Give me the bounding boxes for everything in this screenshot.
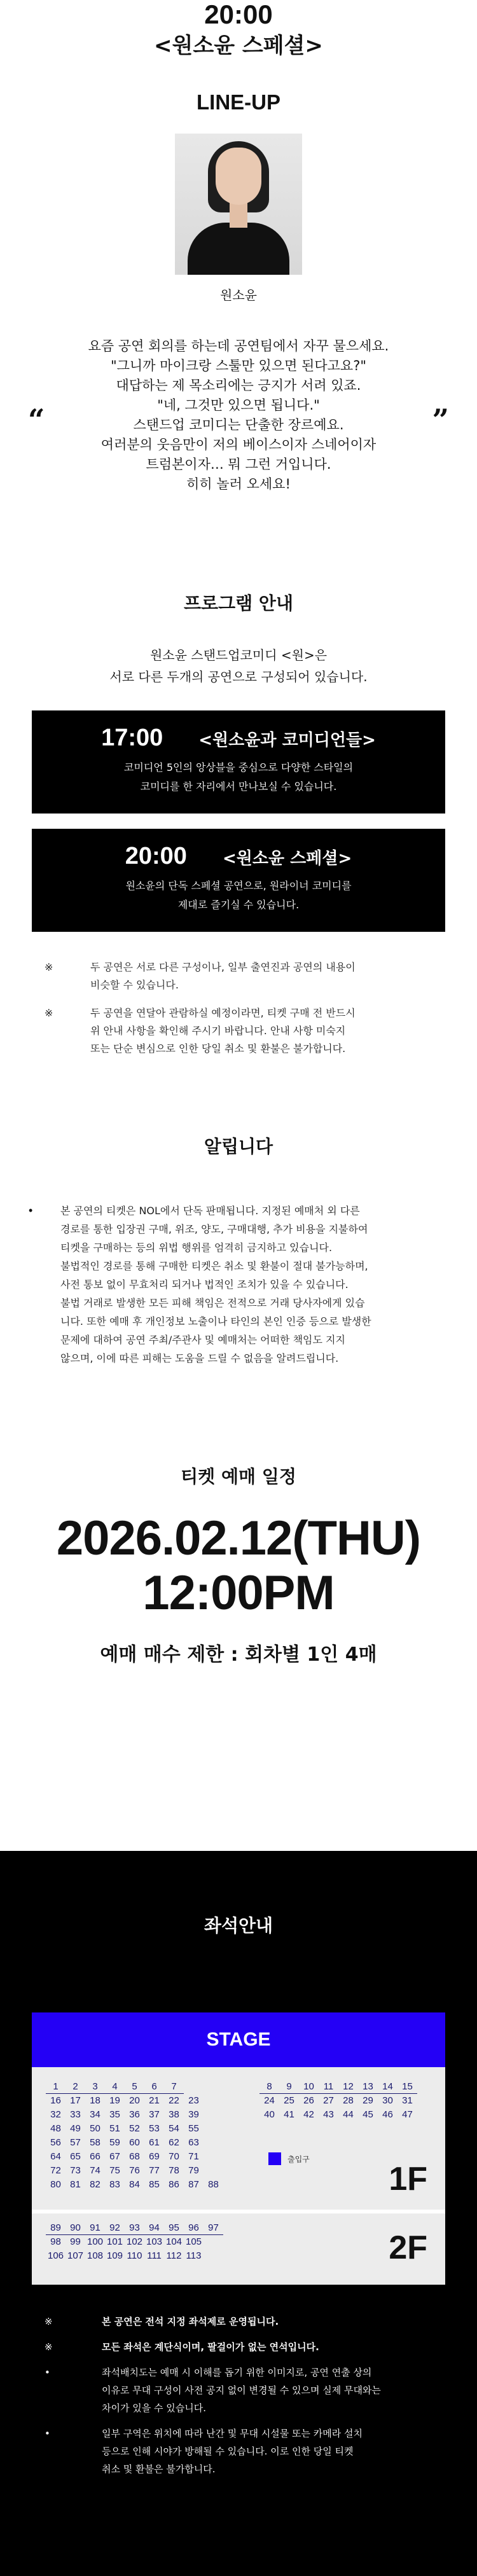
seat-row [46,2249,223,2263]
seat-number: 111 [147,2250,162,2261]
seat-number: 83 [109,2179,120,2190]
open-quote-icon: “ [28,403,45,437]
seating-note: • 일부 구역은 위치에 따라 난간 및 무대 시설물 또는 카메라 설치 등으로 인해 시야가 방해될 수 있습니다. 이로 인한 당일 티켓 취소 및 환불은 불가합니다. [45,2425,426,2478]
floor-1-label: 1F [389,2161,427,2198]
seat-number: 38 [169,2109,179,2120]
seat-number: 97 [204,2221,223,2235]
seat-number: 25 [284,2095,294,2106]
seat-number: 18 [90,2095,100,2106]
ticket-open-time: 12:00PM [142,1566,335,1620]
seat-number: 58 [90,2137,100,2148]
seat-number: 66 [90,2151,100,2162]
show-name: <원소윤과 코미디언들> [198,731,376,750]
lineup-heading: LINE-UP [197,90,280,114]
seat-number: 1 [46,2080,66,2094]
reference-mark-icon: ※ [45,1007,53,1019]
seat-number: 60 [129,2137,140,2148]
seat-number: 14 [378,2080,398,2094]
seat-number: 3 [85,2080,105,2094]
seat-number: 41 [284,2109,294,2120]
seat-number: 108 [86,2250,104,2261]
seat-number: 23 [188,2095,199,2106]
seat-number: 80 [50,2179,61,2190]
seat-row [46,2221,223,2235]
seat-number: 49 [70,2123,81,2134]
purchase-limit: 예매 매수 제한 : 회차별 1인 4매 [100,1644,377,1666]
seat-number: 86 [169,2179,179,2190]
seat-number: 93 [125,2221,144,2235]
seat-number: 36 [129,2109,140,2120]
floor-2-label: 2F [389,2229,427,2266]
exit-legend [268,2152,310,2165]
floor2-block [46,2221,223,2263]
program-note: ※ 두 공연을 연달아 관람하실 예정이라면, 티켓 구매 전 반드시 위 안내 사항을 확인해 주시기 바랍니다. 안내 사항 미숙지 또는 단순 변심으로 인한 당일 취소 및 환불은 불가합니다. [45,1004,432,1058]
seat-number: 5 [125,2080,144,2094]
seat-number: 92 [105,2221,125,2235]
quote-line: 스탠드업 코미디는 단출한 장르예요. [133,417,344,433]
seat-number: 10 [299,2080,319,2094]
seat-number: 109 [106,2250,123,2261]
seat-number: 24 [264,2095,275,2106]
seat-number: 4 [105,2080,125,2094]
exit-swatch [268,2152,281,2165]
seat-number: 56 [50,2137,61,2148]
quote-line: 대답하는 제 목소리에는 긍지가 서려 있죠. [116,378,361,393]
program-heading: 프로그램 안내 [183,593,294,614]
close-quote-icon: ” [432,403,449,437]
seat-number: 65 [70,2151,81,2162]
seating-section [0,1851,477,2576]
seat-number: 91 [85,2221,105,2235]
seat-number: 17 [70,2095,81,2106]
stage-label: STAGE [32,2012,445,2067]
show-description: 원소윤의 단독 스페셜 공연으로, 원라이너 코미디를 제대로 즐기실 수 있습니다. [125,880,352,911]
seat-number: 8 [259,2080,279,2094]
seat-number: 26 [303,2095,314,2106]
seat-number: 13 [358,2080,378,2094]
exit-label: 출입구 [287,2154,310,2164]
seat-number: 87 [188,2179,199,2190]
seat-row [46,2108,223,2122]
seating-note: ※ 모든 좌석은 계단식이며, 팔걸이가 없는 연석입니다. [45,2338,426,2356]
seat-number: 30 [382,2095,393,2106]
seat-number: 88 [208,2179,219,2190]
quote-line: 히히 놀러 오세요! [186,476,291,492]
seat-number: 35 [109,2109,120,2120]
show-name: <원소윤 스페셜> [222,849,352,868]
seat-row [46,2136,223,2150]
hero-time: 20:00 [204,0,273,29]
seat-number: 7 [164,2080,184,2094]
quote-line: 요즘 공연 회의를 하는데 공연팀에서 자꾸 물으세요. [88,338,389,354]
seat-number: 84 [129,2179,140,2190]
seat-number: 44 [343,2109,354,2120]
show-time: 20:00 [125,843,187,869]
floor1-right-block [259,2080,417,2122]
seat-number: 29 [363,2095,373,2106]
program-note: ※ 두 공연은 서로 다른 구성이나, 일부 출연진과 공연의 내용이 비슷할 수 있습니다. [45,959,432,994]
seat-number: 107 [67,2250,84,2261]
seat-number: 31 [402,2095,413,2106]
seat-number: 52 [129,2123,140,2134]
seat-number: 94 [144,2221,164,2235]
seat-number: 79 [188,2165,199,2176]
seat-number: 72 [50,2165,61,2176]
program-intro: 원소윤 스탠드업코미디 <원>은 서로 다른 두개의 공연으로 구성되어 있습니다. [109,647,368,684]
seat-number: 11 [319,2080,338,2094]
bullet-icon: • [29,1204,33,1217]
seat-number: 62 [169,2137,179,2148]
performer-name: 원소윤 [220,287,257,303]
quote-line: "그니까 마이크랑 스툴만 있으면 된다고요?" [110,358,367,373]
notice-body: • 본 공연의 티켓은 NOL에서 단독 판매됩니다. 지정된 예매처 외 다른 경로를 통한 입장권 구매, 위조, 양도, 구매대행, 추가 비용을 지불하여 티켓을 구매하는 등의 위법 행위를 엄격히 금지하고 있습니다. 불법적인 경로를 통해 구매한 티켓은 취소 및 환불이 절대 불가능하며, 사전 통보 없이 무효처리 되거나 법적인 조치가 있을 수 있습니다. 불법 거래로 발생한 모든 피해 책임은 전적으로 거래 당사자에게 있습 니다. 또한 예매 후 개인정보 노출이나 타인의 본인 인증 등으로 발생한 문제에 대하여 공연 주최/주관사 및 예매처는 어떠한 책임도 지지 않으며, 이에 따른 피해는 도움을 드릴 수 없음을 알려드립니다. [29,1201,448,1368]
floor-1 [32,2067,445,2210]
performer-portrait [175,134,302,275]
seat-number: 59 [109,2137,120,2148]
ticket-open-date: 2026.02.12(THU) [56,1511,421,1565]
show-card-1700 [32,710,445,814]
seating-note: ※ 본 공연은 전석 지정 좌석제로 운영됩니다. [45,2313,426,2330]
seat-row [46,2122,223,2136]
seat-number: 69 [149,2151,160,2162]
seat-number: 64 [50,2151,61,2162]
seat-number: 37 [149,2109,160,2120]
seat-number: 68 [129,2151,140,2162]
seat-number: 40 [264,2109,275,2120]
quote-line: "네, 그것만 있으면 됩니다." [157,398,320,413]
seating-heading: 좌석안내 [204,1915,273,1936]
seat-number: 81 [70,2179,81,2190]
seat-number: 77 [149,2165,160,2176]
reference-mark-icon: ※ [45,2341,53,2353]
seat-number: 106 [47,2250,64,2261]
seat-number: 85 [149,2179,160,2190]
seat-number: 54 [169,2123,179,2134]
seat-row [46,2080,223,2094]
seat-number: 99 [70,2236,81,2247]
seat-number: 20 [129,2095,140,2106]
seat-row [46,2178,223,2192]
seat-number: 70 [169,2151,179,2162]
seating-note: • 좌석배치도는 예매 시 이해를 돕기 위한 이미지로, 공연 연출 상의 이유로 무대 구성이 사전 공지 없이 변경될 수 있으며 실제 무대와는 차이가 있을 수 있습니다. [45,2364,426,2417]
seat-row [259,2108,417,2122]
seat-number: 28 [343,2095,354,2106]
seat-number: 71 [188,2151,199,2162]
bullet-icon: • [45,2367,50,2378]
seat-number: 63 [188,2137,199,2148]
seat-number: 55 [188,2123,199,2134]
seat-row [259,2094,417,2108]
seat-number: 46 [382,2109,393,2120]
seat-number: 12 [338,2080,358,2094]
quote-text [31,336,446,494]
seat-number: 32 [50,2109,61,2120]
show-time: 17:00 [101,724,163,751]
seat-number: 75 [109,2165,120,2176]
seat-number: 53 [149,2123,160,2134]
quote-line: 트럼본이자… 뭐 그런 거입니다. [146,457,331,472]
seat-number: 39 [188,2109,199,2120]
seat-number: 16 [50,2095,61,2106]
seat-row [259,2080,417,2094]
seat-number: 61 [149,2137,160,2148]
seat-number: 51 [109,2123,120,2134]
seat-number: 100 [86,2236,104,2247]
seat-number: 110 [127,2250,142,2261]
seat-number: 6 [144,2080,164,2094]
seat-number: 27 [323,2095,334,2106]
seat-row [46,2094,223,2108]
seat-number: 2 [66,2080,85,2094]
seat-number: 19 [109,2095,120,2106]
show-card-2000 [32,829,445,932]
reference-mark-icon: ※ [45,961,53,973]
quote-line: 여러분의 웃음만이 저의 베이스이자 스네어이자 [100,437,377,452]
seat-number: 21 [149,2095,160,2106]
seat-row [46,2150,223,2164]
seat-number: 47 [402,2109,413,2120]
seat-number: 101 [106,2236,123,2247]
seat-number: 82 [90,2179,100,2190]
seat-row [46,2164,223,2178]
seat-number: 103 [146,2236,163,2247]
seat-number: 33 [70,2109,81,2120]
seat-number: 15 [398,2080,417,2094]
notice-heading: 알립니다 [204,1136,273,1157]
seat-number: 42 [303,2109,314,2120]
show-description: 코미디언 5인의 앙상블을 중심으로 다양한 스타일의 코미디를 한 자리에서 만나보실 수 있습니다. [123,761,354,793]
seat-number: 34 [90,2109,100,2120]
reference-mark-icon: ※ [45,2316,53,2327]
seat-number: 95 [164,2221,184,2235]
seat-number: 73 [70,2165,81,2176]
bullet-icon: • [45,2428,50,2439]
seating-notes [45,2313,426,2486]
performer-quote [0,336,477,494]
seat-number: 74 [90,2165,100,2176]
seat-number: 43 [323,2109,334,2120]
seat-row [46,2235,223,2249]
seat-number: 78 [169,2165,179,2176]
floor-2 [32,2213,445,2285]
seat-number: 105 [185,2236,202,2247]
hero [0,0,477,60]
ticket-heading: 티켓 예매 일정 [181,1466,296,1487]
seat-number: 90 [66,2221,85,2235]
seat-number: 113 [186,2250,202,2261]
seat-map [32,2012,445,2285]
floor1-left-block [46,2080,223,2192]
seat-number: 67 [109,2151,120,2162]
seat-number: 76 [129,2165,140,2176]
seat-number: 9 [279,2080,299,2094]
hero-title: <원소윤 스페셜> [154,33,323,59]
seat-number: 57 [70,2137,81,2148]
seat-number: 48 [50,2123,61,2134]
program-notes [45,959,432,1058]
seat-number: 98 [50,2236,61,2247]
seat-number: 104 [165,2236,183,2247]
seat-number: 89 [46,2221,66,2235]
seat-number: 96 [184,2221,204,2235]
seat-number: 112 [166,2250,182,2261]
seat-number: 45 [363,2109,373,2120]
seat-number: 50 [90,2123,100,2134]
seat-number: 102 [126,2236,143,2247]
seat-number: 22 [169,2095,179,2106]
